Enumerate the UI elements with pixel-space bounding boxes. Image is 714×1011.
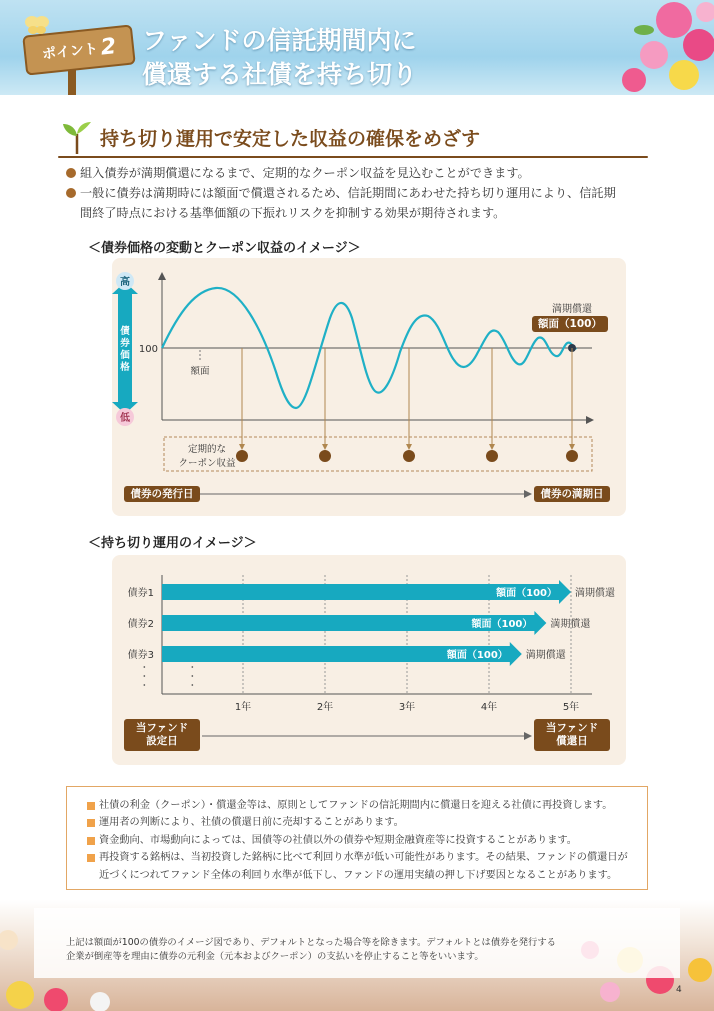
point-badge-label: ポイント (41, 41, 99, 63)
footer-line2: 企業が倒産等を理由に債券の元利金（元本およびクーポン）の支払いを停止すること等をいいます。 (66, 951, 484, 962)
axis-char: 債 (120, 326, 130, 337)
bond-end-label: 満期償還 (525, 650, 566, 661)
bond-name-label: 債券3 (127, 650, 154, 661)
note-item: 運用者の判断により、社債の償還日前に売却することがあります。 (87, 814, 647, 831)
col-ellipsis: ・・・ (186, 662, 196, 690)
fund-end-line1: 当ファンド (545, 722, 599, 734)
maturity-date-badge: 債券の満期日 (534, 486, 610, 502)
low-label: 低 (120, 413, 130, 424)
page-number: 4 (676, 985, 682, 995)
bond-value-label: 額面（100） (446, 650, 508, 661)
maturity-label: 満期償還 (552, 304, 592, 315)
point-badge-number: 2 (99, 33, 118, 61)
intro-bullet: 組入債券が満期償還になるまで、定期的なクーポン収益を見込むことができます。 (66, 163, 666, 183)
bond-value-label: 額面（100） (471, 619, 533, 630)
bond-value-label: 額面（100） (496, 588, 557, 599)
chart2-subtitle: ＜持ち切り運用のイメージ＞ (88, 536, 257, 551)
bond-name-label: 債券2 (127, 619, 154, 630)
year-tick-label: 1年 (234, 702, 252, 713)
fund-start-line2: 設定日 (146, 735, 178, 747)
level-100-label: 100 (138, 344, 158, 355)
bond-end-label: 満期償還 (575, 588, 615, 599)
bond-end-label: 満期償還 (550, 619, 591, 630)
bond-bars (128, 580, 615, 666)
bond-name-label: 債券1 (127, 588, 154, 599)
year-tick-labels (235, 700, 579, 713)
issue-date-badge: 債券の発行日 (124, 486, 200, 502)
year-tick-label: 2年 (316, 702, 334, 713)
note-item-cont: 近づくにつれてファンド全体の利回り水準が低下し、ファンドの運用実績の押し下げ要因となることがあります。 (99, 869, 618, 881)
row-ellipsis: ・・・ (138, 662, 148, 690)
note-item: 資金動向、市場動向によっては、国債等の社債以外の債券や短期金融資産等に投資することがあります。 (87, 832, 647, 849)
year-tick-label: 5年 (562, 702, 580, 713)
intro-bullet-cont: 間終了時点における基準価額の下振れリスクを抑制する効果が期待されます。 (80, 206, 506, 220)
page-title-line1: ファンドの信託期間内に (142, 26, 417, 55)
fund-start-line1: 当ファンド (135, 722, 189, 734)
maturity-value-badge: 額面（100） (532, 316, 608, 332)
notes-box (66, 786, 648, 890)
footer-line1: 上記は額面が100の債券のイメージ図であり、デフォルトとなった場合等を除きます。デフォルトとは債券を発行する (66, 937, 556, 948)
page-title-line2: 償還する社債を持ち切り (142, 60, 418, 89)
high-label: 高 (120, 277, 130, 288)
axis-char: 価 (120, 350, 130, 361)
section-heading-text: 持ち切り運用で安定した収益の確保をめざす (100, 128, 481, 150)
coupon-label-1: 定期的な (187, 444, 227, 455)
fund-end-badge (534, 719, 610, 751)
year-tick-label: 3年 (398, 702, 416, 713)
intro-bullet: 一般に債券は満期時には額面で償還されるため、信託期間にあわせた持ち切り運用により、信託期 (66, 183, 666, 203)
note-item: 社債の利金（クーポン）・償還金等は、原則としてファンドの信託期間内に償還日を迎える社債に再投資します。 (87, 797, 647, 814)
axis-char: 格 (120, 362, 130, 373)
face-label: 額面 (190, 366, 210, 377)
chart1-subtitle: ＜債券価格の変動とクーポン収益のイメージ＞ (88, 241, 361, 256)
fund-timeline-arrow (524, 732, 532, 740)
fund-end-line2: 償還日 (556, 735, 588, 747)
note-item: 再投資する銘柄は、当初投資した銘柄に比べて利回り水準が低い可能性があります。その結果、ファンドの償還日が (87, 849, 647, 866)
axis-char: 券 (120, 338, 130, 349)
coupon-label-2: クーポン収益 (178, 458, 236, 469)
fund-start-badge (124, 719, 200, 751)
footer-disclaimer (66, 936, 626, 964)
year-tick-label: 4年 (480, 702, 498, 713)
